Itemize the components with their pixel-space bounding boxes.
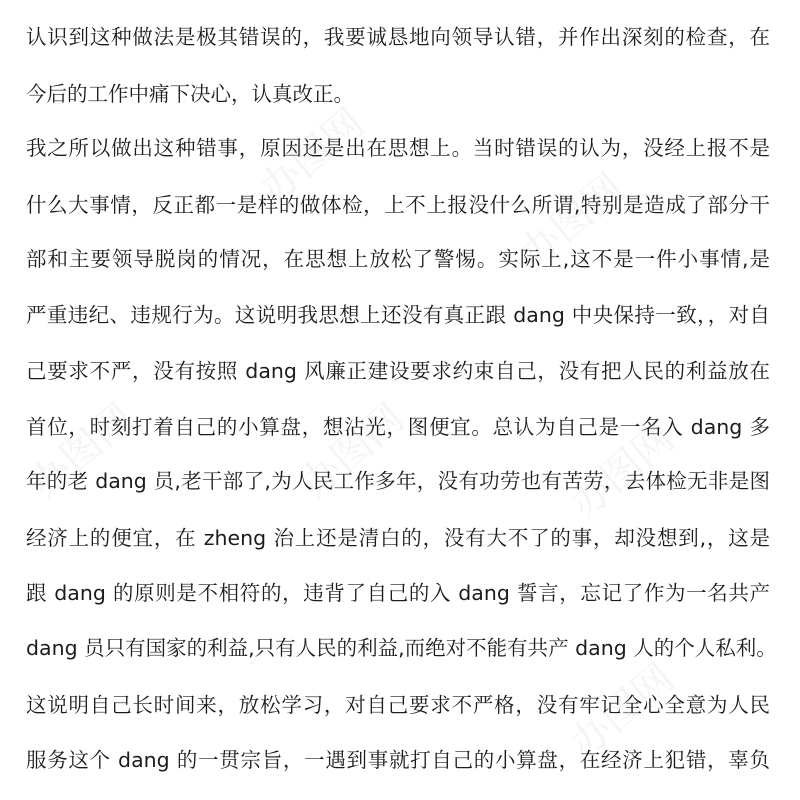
text-line: 服务这个 dang 的一贯宗旨，一遇到事就打自己的小算盘，在经济上犯错，辜负 <box>26 748 770 772</box>
text-line: 今后的工作中痛下决心，认真改正。 <box>26 82 354 106</box>
text-line: 严重违纪、违规行为。这说明我思想上还没有真正跟 dang 中央保持一致，，对自 <box>26 303 770 327</box>
text-line: dang 员只有国家的利益,只有人民的利益,而绝对不能有共产 dang 人的个人私利。 <box>26 636 777 660</box>
text-line: 年的老 dang 员,老干部了,为人民工作多年，没有功劳也有苦劳，去体检无非是图 <box>26 469 770 493</box>
watermark: 办图网 <box>511 164 633 278</box>
text-line: 认识到这种做法是极其错误的，我要诚恳地向领导认错，并作出深刻的检查，在 <box>26 25 770 49</box>
watermark: 办图网 <box>561 414 683 528</box>
text-line: 首位，时刻打着自己的小算盘，想沾光，图便宜。总认为自己是一名入 dang 多 <box>26 415 770 439</box>
watermark: 办图网 <box>291 394 413 508</box>
text-line: 这说明自己长时间来，放松学习，对自己要求不严格，没有牢记全心全意为人民 <box>26 693 770 717</box>
text-line: 跟 dang 的原则是不相符的，违背了自己的入 dang 誓言，忘记了作为一名共产 <box>26 581 770 605</box>
text-line: 我之所以做出这种错事，原因还是出在思想上。当时错误的认为，没经上报不是 <box>26 136 770 160</box>
text-line: 什么大事情，反正都一是样的做体检，上不上报没什么所谓,特别是造成了部分干 <box>26 193 770 217</box>
watermark: 办图网 <box>251 99 373 213</box>
text-line: 己要求不严，没有按照 dang 风廉正建设要求约束自己，没有把人民的利益放在 <box>26 359 770 383</box>
text-line: 经济上的便宜，在 zheng 治上还是清白的，没有大不了的事，却没想到,，这是 <box>26 526 770 550</box>
watermark: 办图网 <box>21 394 143 508</box>
watermark: 办图网 <box>561 654 683 768</box>
text-line: 部和主要领导脱岗的情况，在思想上放松了警惕。实际上,这不是一件小事情,是 <box>26 247 770 271</box>
